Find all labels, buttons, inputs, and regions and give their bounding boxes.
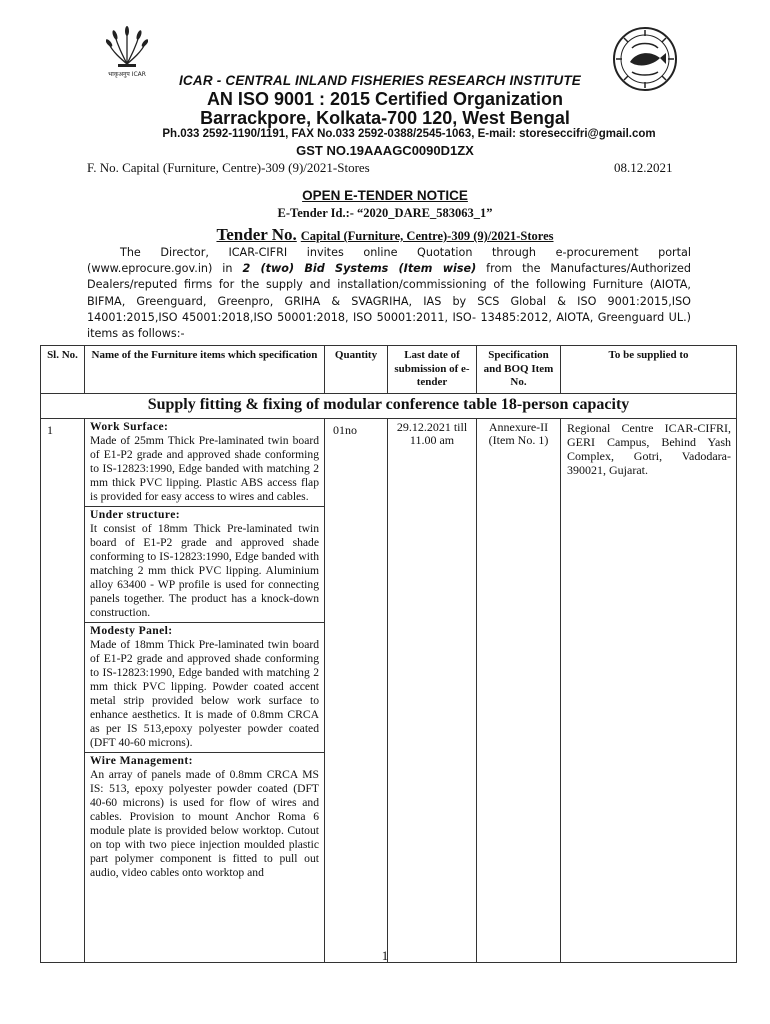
row-quantity: 01no	[325, 419, 388, 963]
header-supplied-to: To be supplied to	[561, 346, 737, 394]
header-sl-no: Sl. No.	[41, 346, 85, 394]
spec-block-modesty-panel	[85, 622, 324, 752]
table-header-row	[41, 346, 737, 394]
intro-part2: from the Manufactures/Authorized Dealers/reputed firms for the supply and installation/commissioning of the following Furniture (AIOTA, BIFMA, Greenguard, Greenpro, GRIHA & SVAGRIHA, IAS by SCS Global & ISO 9001:2015,ISO 14001:2015,ISO 45001:2018,ISO 50001:2018, ISO 50001:2011, ISO- 13485:2012, AIOTA, Greenguard UL.) items as follows:-	[87, 262, 692, 341]
spec-heading: Wire Management:	[90, 754, 193, 767]
header-specification: Specification and BOQ Item No.	[477, 346, 561, 394]
tender-number	[0, 225, 770, 245]
row-last-date: 29.12.2021 till 11.00 am	[388, 419, 477, 963]
furniture-items-table	[40, 345, 737, 963]
spec-heading: Under structure:	[90, 508, 181, 521]
header-last-date: Last date of submission of e-tender	[388, 346, 477, 394]
notice-title: OPEN E-TENDER NOTICE	[302, 188, 468, 203]
spec-heading: Work Surface:	[90, 420, 169, 433]
tender-number-label: Tender No.	[216, 225, 297, 244]
institute-name: ICAR - CENTRAL INLAND FISHERIES RESEARCH INSTITUTE	[178, 73, 581, 88]
spec-block-under-structure	[85, 506, 324, 622]
spec-heading: Modesty Panel:	[90, 624, 173, 637]
iso-certification: AN ISO 9001 : 2015 Certified Organization	[206, 89, 564, 109]
intro-part1: The Director, ICAR-CIFRI invites online Quotation through e-procurement portal (www.eprocure.gov.in) in	[87, 246, 691, 276]
table-row	[41, 419, 737, 963]
row-item-specification	[85, 419, 325, 963]
spec-block-wire-management	[85, 752, 324, 882]
row-specification-ref: Annexure-II (Item No. 1)	[477, 419, 561, 963]
header-item-name: Name of the Furniture items which specification	[85, 346, 325, 394]
file-number: F. No. Capital (Furniture, Centre)-309 (9)/2021-Stores	[87, 160, 370, 175]
row-sl-no: 1	[41, 419, 85, 963]
page-number: 1	[381, 948, 389, 963]
intro-emphasis: 2 (two) Bid Systems (Item wise)	[242, 262, 477, 276]
section-title-row	[41, 394, 737, 419]
spec-block-work-surface	[85, 419, 324, 506]
spec-text: An array of panels made of 0.8mm CRCA MS IS: 513, epoxy polyester powder coated (DFT 40-60 microns) is used for flow of wires and cables. Provision to mount Anchor Roma 6 module plate is provided below worktop. Cutout on top with two piece injection moulded plastic part polymer component is fitted to pull out audio, video cables onto worktop and	[90, 768, 319, 879]
cifri-emblem	[612, 26, 678, 92]
intro-paragraph	[87, 245, 691, 342]
svg-text:भाकृअनुप ICAR: भाकृअनुप ICAR	[108, 71, 146, 78]
institute-address: Barrackpore, Kolkata-700 120, West Bengal	[200, 108, 570, 128]
spec-text: Made of 25mm Thick Pre-laminated twin board of E1-P2 grade and approved shade conforming to IS-12823:1990, Edge banded with matching 2 mm thick PVC lipping. Plastic ABS access flap is provided for easy access to wires and cables.	[90, 434, 319, 503]
row-supplied-to: Regional Centre ICAR-CIFRI, GERI Campus, Behind Yash Complex, Gotri, Vadodara-390021, Gujarat.	[561, 419, 737, 963]
document-date: 08.12.2021	[614, 160, 673, 175]
header-quantity: Quantity	[325, 346, 388, 394]
gst-number: GST NO.19AAAGC0090D1ZX	[296, 143, 474, 158]
icar-logo	[106, 24, 148, 86]
spec-text: It consist of 18mm Thick Pre-laminated twin board of E1-P2 grade and approved shade conforming to IS-12823:1990, Edge banded with matching 2 mm thick PVC lipping. Aluminium alloy 63400 - WP profile is used for connecting panels together. The product has a knock-down construction.	[90, 522, 319, 619]
contact-details: Ph.033 2592-1190/1191, FAX No.033 2592-0388/2545-1063, E-mail: storeseccifri@gmail.com	[162, 128, 656, 140]
section-title: Supply fitting & fixing of modular conference table 18-person capacity	[41, 394, 737, 419]
etender-id: E-Tender Id.:- “2020_DARE_583063_1”	[277, 206, 493, 220]
spec-text: Made of 18mm Thick Pre-laminated twin board of E1-P2 grade and approved shade conforming to IS-12823:1990, Edge banded with matching 2 mm thick PVC lipping. Powder coated accent metal strip provided below work surface to enhance aesthetics. It is made of 0.8mm CRCA as per IS 513,epoxy polyester powder coated (DFT 40-60 microns).	[90, 638, 319, 749]
tender-number-value: Capital (Furniture, Centre)-309 (9)/2021-Stores	[300, 229, 554, 243]
